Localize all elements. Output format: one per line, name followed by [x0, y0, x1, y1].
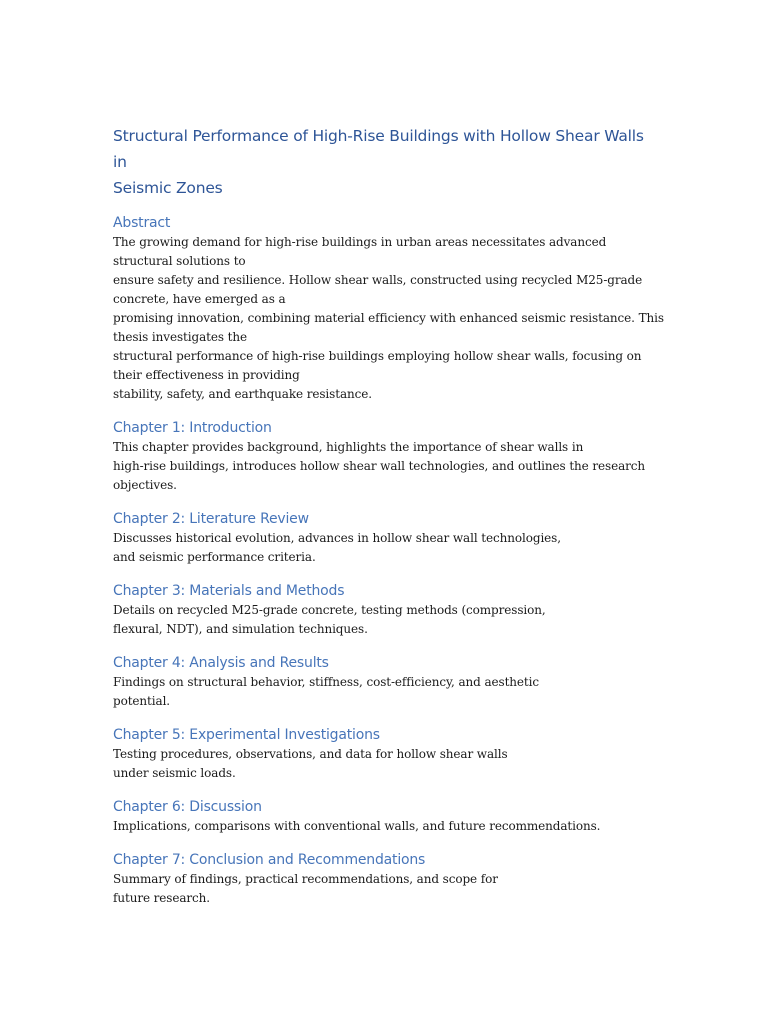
document-title-line-1: Structural Performance of High-Rise Buildings with Hollow Shear Walls in — [113, 127, 644, 171]
section-body-line: Discusses historical evolution, advances in hollow shear wall technologies, — [113, 531, 561, 545]
section-body-line: under seismic loads. — [113, 766, 236, 780]
section-body — [113, 233, 664, 404]
document-section — [113, 509, 658, 567]
section-body — [113, 673, 658, 711]
document-title — [113, 123, 658, 201]
section-heading: Chapter 2: Literature Review — [113, 511, 309, 527]
section-heading: Chapter 3: Materials and Methods — [113, 583, 345, 599]
section-body — [113, 438, 658, 495]
section-body-line: ensure safety and resilience. Hollow shear walls, constructed using recycled M25-grade — [113, 273, 643, 287]
document-section — [113, 418, 658, 495]
document-title-line-2: Seismic Zones — [113, 179, 223, 197]
section-heading: Chapter 6: Discussion — [113, 799, 262, 815]
document-section — [113, 581, 658, 639]
section-body-line: potential. — [113, 694, 171, 708]
section-heading: Abstract — [113, 215, 171, 231]
document-section — [113, 213, 664, 404]
section-body — [113, 817, 658, 836]
section-body — [113, 529, 658, 567]
section-body-line: thesis investigates the — [113, 330, 247, 344]
document-section — [113, 653, 658, 711]
section-body-line: and seismic performance criteria. — [113, 550, 316, 564]
document-section — [113, 850, 658, 908]
section-body-line: stability, safety, and earthquake resistance. — [113, 387, 372, 401]
section-body-line: This chapter provides background, highlights the importance of shear walls in — [113, 440, 584, 454]
section-body — [113, 601, 658, 639]
section-body-line: Testing procedures, observations, and data for hollow shear walls — [113, 747, 508, 761]
document-page — [113, 123, 664, 922]
section-body-line: The growing demand for high-rise buildings in urban areas necessitates advanced — [113, 235, 607, 249]
section-body-line: Findings on structural behavior, stiffness, cost-efficiency, and aesthetic — [113, 675, 540, 689]
section-body — [113, 745, 658, 783]
section-body-line: promising innovation, combining material efficiency with enhanced seismic resistance. This — [113, 311, 664, 325]
section-body-line: structural performance of high-rise buildings employing hollow shear walls, focusing on — [113, 349, 642, 363]
section-heading: Chapter 7: Conclusion and Recommendations — [113, 852, 426, 868]
document-section — [113, 725, 658, 783]
section-body-line: Details on recycled M25-grade concrete, testing methods (compression, — [113, 603, 546, 617]
section-body-line: high-rise buildings, introduces hollow shear wall technologies, and outlines the research — [113, 459, 646, 473]
section-body-line: flexural, NDT), and simulation techniques. — [113, 622, 368, 636]
section-body-line: their effectiveness in providing — [113, 368, 300, 382]
section-heading: Chapter 5: Experimental Investigations — [113, 727, 380, 743]
section-body-line: future research. — [113, 891, 211, 905]
section-heading: Chapter 1: Introduction — [113, 420, 272, 436]
section-body-line: Implications, comparisons with conventional walls, and future recommendations. — [113, 819, 601, 833]
section-body-line: concrete, have emerged as a — [113, 292, 286, 306]
document-sections — [113, 213, 664, 908]
section-body — [113, 870, 658, 908]
section-body-line: structural solutions to — [113, 254, 246, 268]
section-body-line: Summary of findings, practical recommendations, and scope for — [113, 872, 498, 886]
document-section — [113, 797, 658, 836]
section-heading: Chapter 4: Analysis and Results — [113, 655, 329, 671]
section-body-line: objectives. — [113, 478, 177, 492]
